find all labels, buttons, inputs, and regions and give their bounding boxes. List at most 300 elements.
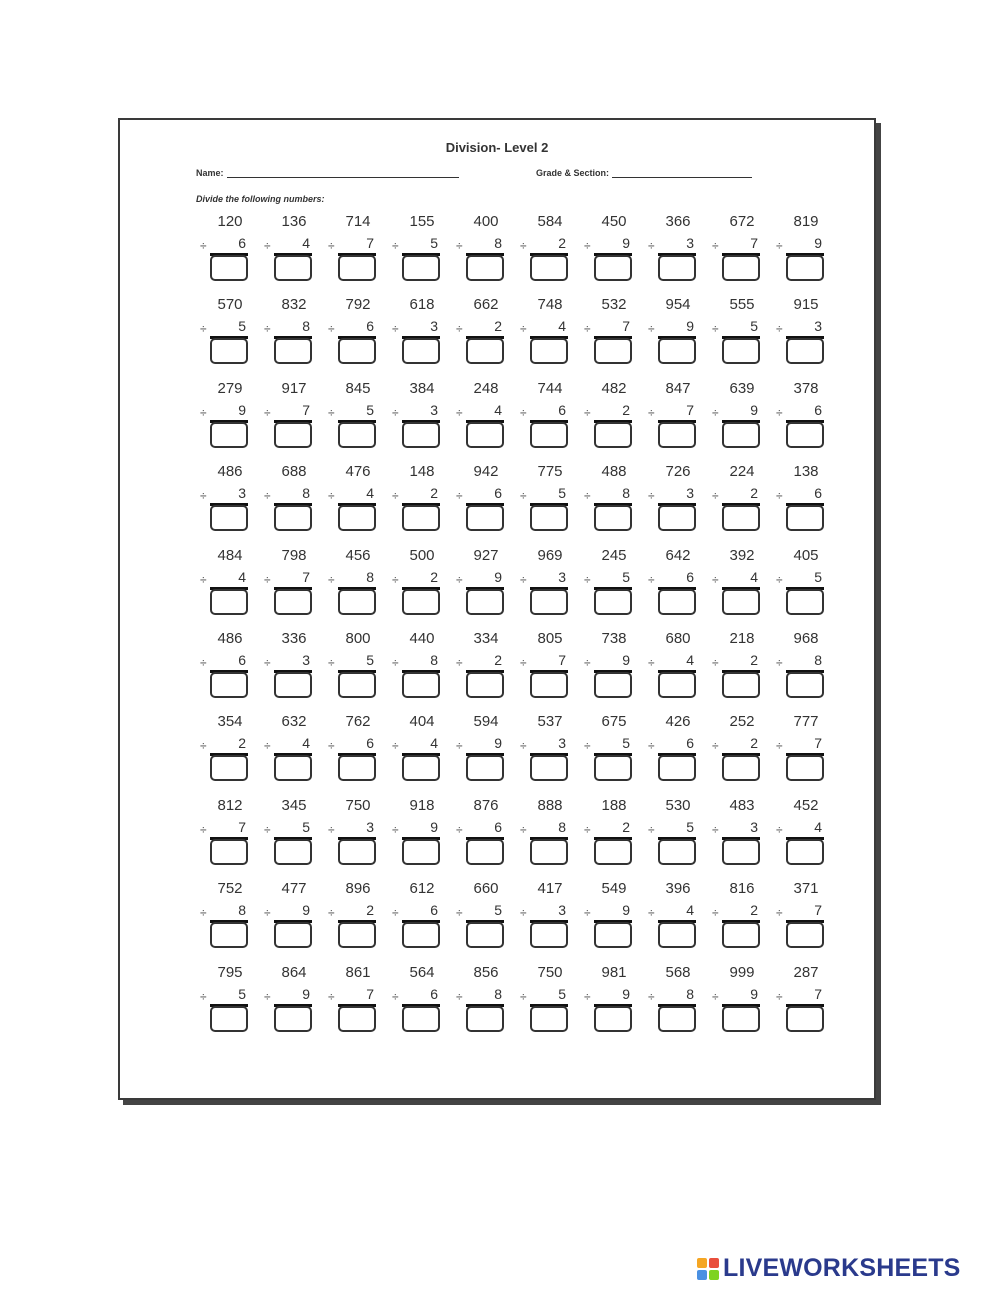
dividend: 426 bbox=[665, 713, 691, 731]
division-sign: ÷ bbox=[456, 989, 463, 1004]
division-problem bbox=[776, 296, 840, 379]
dividend: 762 bbox=[345, 713, 371, 731]
answer-box[interactable] bbox=[530, 839, 568, 865]
answer-box[interactable] bbox=[210, 839, 248, 865]
answer-box[interactable] bbox=[530, 338, 568, 364]
answer-box[interactable] bbox=[658, 1006, 696, 1032]
division-sign: ÷ bbox=[648, 489, 655, 504]
answer-box[interactable] bbox=[722, 755, 760, 781]
divisor: 9 bbox=[750, 401, 758, 418]
answer-box[interactable] bbox=[786, 922, 824, 948]
name-field bbox=[196, 168, 459, 178]
dividend: 618 bbox=[409, 296, 435, 314]
answer-box[interactable] bbox=[402, 505, 440, 531]
answer-box[interactable] bbox=[402, 839, 440, 865]
answer-box[interactable] bbox=[786, 1006, 824, 1032]
answer-box[interactable] bbox=[530, 672, 568, 698]
answer-box[interactable] bbox=[530, 505, 568, 531]
answer-box[interactable] bbox=[338, 505, 376, 531]
division-problem bbox=[776, 547, 840, 630]
divisor: 7 bbox=[302, 401, 310, 418]
dividend: 252 bbox=[729, 713, 755, 731]
answer-box[interactable] bbox=[658, 338, 696, 364]
divisor: 2 bbox=[622, 401, 630, 418]
answer-box[interactable] bbox=[786, 839, 824, 865]
answer-box[interactable] bbox=[594, 755, 632, 781]
dividend: 417 bbox=[537, 880, 563, 898]
division-sign: ÷ bbox=[264, 322, 271, 337]
division-problem bbox=[264, 296, 328, 379]
division-problem bbox=[648, 630, 712, 713]
dividend: 136 bbox=[281, 213, 307, 230]
division-sign: ÷ bbox=[264, 655, 271, 670]
answer-box[interactable] bbox=[594, 589, 632, 615]
dividend: 915 bbox=[793, 296, 819, 314]
division-problem bbox=[776, 797, 840, 880]
division-problem bbox=[584, 880, 648, 963]
dividend: 120 bbox=[217, 213, 243, 230]
dividend: 845 bbox=[345, 379, 371, 397]
divisor: 4 bbox=[366, 485, 374, 502]
answer-box[interactable] bbox=[466, 1006, 504, 1032]
answer-box[interactable] bbox=[530, 922, 568, 948]
divisor: 5 bbox=[366, 401, 374, 418]
division-sign: ÷ bbox=[200, 405, 207, 420]
dividend: 549 bbox=[601, 880, 627, 898]
dividend: 245 bbox=[601, 546, 627, 564]
answer-box[interactable] bbox=[338, 338, 376, 364]
dividend: 392 bbox=[729, 546, 755, 564]
dividend: 888 bbox=[537, 796, 563, 814]
answer-box[interactable] bbox=[402, 922, 440, 948]
division-sign: ÷ bbox=[264, 822, 271, 837]
division-sign: ÷ bbox=[328, 739, 335, 754]
division-problem bbox=[712, 296, 776, 379]
answer-box[interactable] bbox=[530, 255, 568, 281]
division-problem bbox=[712, 547, 776, 630]
division-problem bbox=[264, 630, 328, 713]
answer-box[interactable] bbox=[402, 589, 440, 615]
division-sign: ÷ bbox=[392, 822, 399, 837]
dividend: 660 bbox=[473, 880, 499, 898]
answer-box[interactable] bbox=[466, 422, 504, 448]
dividend: 334 bbox=[473, 629, 499, 647]
dividend: 354 bbox=[217, 713, 243, 731]
answer-box[interactable] bbox=[722, 589, 760, 615]
division-problem bbox=[584, 713, 648, 796]
answer-box[interactable] bbox=[274, 672, 312, 698]
divisor: 6 bbox=[366, 318, 374, 335]
answer-box[interactable] bbox=[722, 422, 760, 448]
divisor: 7 bbox=[302, 568, 310, 585]
problem-grid bbox=[200, 213, 840, 1047]
division-sign: ÷ bbox=[776, 572, 783, 587]
answer-box[interactable] bbox=[338, 589, 376, 615]
division-sign: ÷ bbox=[776, 906, 783, 921]
answer-box[interactable] bbox=[338, 672, 376, 698]
division-sign: ÷ bbox=[712, 906, 719, 921]
answer-box[interactable] bbox=[210, 1006, 248, 1032]
division-problem bbox=[264, 547, 328, 630]
answer-box[interactable] bbox=[466, 505, 504, 531]
answer-box[interactable] bbox=[722, 672, 760, 698]
division-sign: ÷ bbox=[264, 239, 271, 253]
answer-box[interactable] bbox=[530, 1006, 568, 1032]
division-problem bbox=[264, 880, 328, 963]
divisor: 5 bbox=[302, 818, 310, 835]
answer-box[interactable] bbox=[274, 422, 312, 448]
division-sign: ÷ bbox=[584, 405, 591, 420]
division-problem bbox=[392, 797, 456, 880]
answer-box[interactable] bbox=[594, 338, 632, 364]
answer-box[interactable] bbox=[466, 589, 504, 615]
divisor: 7 bbox=[366, 985, 374, 1002]
division-problem bbox=[200, 380, 264, 463]
answer-box[interactable] bbox=[210, 338, 248, 364]
answer-box[interactable] bbox=[786, 338, 824, 364]
divisor: 6 bbox=[430, 902, 438, 919]
divisor: 7 bbox=[814, 985, 822, 1002]
answer-box[interactable] bbox=[722, 922, 760, 948]
answer-box[interactable] bbox=[338, 422, 376, 448]
division-problem bbox=[200, 964, 264, 1047]
dividend: 750 bbox=[345, 796, 371, 814]
divisor: 2 bbox=[750, 485, 758, 502]
dividend: 861 bbox=[345, 963, 371, 981]
division-problem bbox=[328, 380, 392, 463]
answer-box[interactable] bbox=[722, 505, 760, 531]
division-sign: ÷ bbox=[712, 822, 719, 837]
dividend: 812 bbox=[217, 796, 243, 814]
division-sign: ÷ bbox=[456, 822, 463, 837]
logo-square bbox=[697, 1270, 707, 1280]
divisor: 5 bbox=[430, 235, 438, 251]
dividend: 584 bbox=[537, 213, 563, 230]
logo-square bbox=[709, 1258, 719, 1268]
answer-box[interactable] bbox=[722, 839, 760, 865]
answer-box[interactable] bbox=[594, 672, 632, 698]
division-problem bbox=[648, 296, 712, 379]
answer-box[interactable] bbox=[786, 255, 824, 281]
division-problem bbox=[328, 630, 392, 713]
dividend: 452 bbox=[793, 796, 819, 814]
division-sign: ÷ bbox=[520, 906, 527, 921]
division-problem bbox=[584, 797, 648, 880]
answer-box[interactable] bbox=[530, 755, 568, 781]
answer-box[interactable] bbox=[210, 922, 248, 948]
dividend: 404 bbox=[409, 713, 435, 731]
divisor: 2 bbox=[558, 235, 566, 251]
dividend: 224 bbox=[729, 463, 755, 481]
division-problem bbox=[776, 380, 840, 463]
liveworksheets-logo-icon bbox=[697, 1258, 719, 1280]
division-problem bbox=[392, 964, 456, 1047]
logo-square bbox=[697, 1258, 707, 1268]
dividend: 440 bbox=[409, 629, 435, 647]
answer-box[interactable] bbox=[338, 1006, 376, 1032]
dividend: 752 bbox=[217, 880, 243, 898]
dividend: 484 bbox=[217, 546, 243, 564]
division-sign: ÷ bbox=[392, 322, 399, 337]
divisor: 4 bbox=[238, 568, 246, 585]
division-sign: ÷ bbox=[776, 822, 783, 837]
answer-box[interactable] bbox=[594, 505, 632, 531]
division-problem bbox=[264, 964, 328, 1047]
division-problem bbox=[200, 630, 264, 713]
dividend: 336 bbox=[281, 629, 307, 647]
division-problem bbox=[456, 630, 520, 713]
answer-box[interactable] bbox=[402, 672, 440, 698]
divisor: 4 bbox=[302, 735, 310, 752]
divisor: 8 bbox=[302, 318, 310, 335]
answer-box[interactable] bbox=[722, 338, 760, 364]
answer-box[interactable] bbox=[530, 422, 568, 448]
division-sign: ÷ bbox=[584, 489, 591, 504]
dividend: 218 bbox=[729, 629, 755, 647]
answer-box[interactable] bbox=[274, 505, 312, 531]
division-sign: ÷ bbox=[584, 739, 591, 754]
answer-box[interactable] bbox=[210, 422, 248, 448]
divisor: 9 bbox=[622, 235, 630, 251]
answer-box[interactable] bbox=[338, 922, 376, 948]
answer-box[interactable] bbox=[274, 839, 312, 865]
name-blank bbox=[227, 168, 459, 178]
division-problem bbox=[456, 547, 520, 630]
divisor: 2 bbox=[622, 818, 630, 835]
division-sign: ÷ bbox=[648, 989, 655, 1004]
dividend: 400 bbox=[473, 213, 499, 230]
answer-box[interactable] bbox=[402, 422, 440, 448]
divisor: 3 bbox=[558, 735, 566, 752]
divisor: 5 bbox=[366, 651, 374, 668]
division-problem bbox=[392, 213, 456, 296]
dividend: 378 bbox=[793, 379, 819, 397]
divisor: 8 bbox=[238, 902, 246, 919]
answer-box[interactable] bbox=[722, 1006, 760, 1032]
dividend: 777 bbox=[793, 713, 819, 731]
divisor: 5 bbox=[750, 318, 758, 335]
dividend: 396 bbox=[665, 880, 691, 898]
dividend: 248 bbox=[473, 379, 499, 397]
divisor: 2 bbox=[238, 735, 246, 752]
division-problem bbox=[520, 630, 584, 713]
dividend: 188 bbox=[601, 796, 627, 814]
answer-box[interactable] bbox=[210, 255, 248, 281]
divisor: 4 bbox=[302, 235, 310, 251]
dividend: 775 bbox=[537, 463, 563, 481]
dividend: 148 bbox=[409, 463, 435, 481]
division-sign: ÷ bbox=[520, 239, 527, 253]
dividend: 918 bbox=[409, 796, 435, 814]
division-problem bbox=[712, 463, 776, 546]
divisor: 2 bbox=[494, 318, 502, 335]
divisor: 2 bbox=[750, 735, 758, 752]
name-label: Name: bbox=[196, 168, 224, 178]
divisor: 8 bbox=[302, 485, 310, 502]
divisor: 9 bbox=[622, 651, 630, 668]
divisor: 3 bbox=[558, 568, 566, 585]
answer-box[interactable] bbox=[594, 1006, 632, 1032]
answer-box[interactable] bbox=[274, 922, 312, 948]
divisor: 5 bbox=[558, 485, 566, 502]
answer-box[interactable] bbox=[402, 338, 440, 364]
division-sign: ÷ bbox=[200, 655, 207, 670]
division-problem bbox=[200, 296, 264, 379]
divisor: 9 bbox=[814, 235, 822, 251]
dividend: 832 bbox=[281, 296, 307, 314]
divisor: 8 bbox=[558, 818, 566, 835]
dividend: 500 bbox=[409, 546, 435, 564]
answer-box[interactable] bbox=[658, 922, 696, 948]
answer-box[interactable] bbox=[658, 839, 696, 865]
division-problem bbox=[328, 296, 392, 379]
answer-box[interactable] bbox=[786, 755, 824, 781]
divisor: 5 bbox=[558, 985, 566, 1002]
divisor: 4 bbox=[430, 735, 438, 752]
division-sign: ÷ bbox=[520, 322, 527, 337]
answer-box[interactable] bbox=[466, 839, 504, 865]
answer-box[interactable] bbox=[786, 422, 824, 448]
division-problem bbox=[200, 713, 264, 796]
answer-box[interactable] bbox=[594, 839, 632, 865]
division-sign: ÷ bbox=[520, 655, 527, 670]
divisor: 6 bbox=[686, 568, 694, 585]
divisor: 5 bbox=[622, 568, 630, 585]
answer-box[interactable] bbox=[210, 505, 248, 531]
division-sign: ÷ bbox=[264, 572, 271, 587]
division-problem bbox=[328, 213, 392, 296]
division-problem bbox=[520, 880, 584, 963]
answer-box[interactable] bbox=[210, 589, 248, 615]
division-sign: ÷ bbox=[264, 739, 271, 754]
dividend: 642 bbox=[665, 546, 691, 564]
division-problem bbox=[456, 463, 520, 546]
dividend: 662 bbox=[473, 296, 499, 314]
divisor: 7 bbox=[750, 235, 758, 251]
answer-box[interactable] bbox=[530, 589, 568, 615]
answer-box[interactable] bbox=[786, 589, 824, 615]
divisor: 8 bbox=[814, 651, 822, 668]
division-sign: ÷ bbox=[200, 822, 207, 837]
answer-box[interactable] bbox=[466, 922, 504, 948]
divisor: 6 bbox=[686, 735, 694, 752]
division-problem bbox=[712, 713, 776, 796]
answer-box[interactable] bbox=[274, 338, 312, 364]
dividend: 486 bbox=[217, 629, 243, 647]
division-problem bbox=[264, 380, 328, 463]
answer-box[interactable] bbox=[658, 672, 696, 698]
answer-box[interactable] bbox=[402, 255, 440, 281]
answer-box[interactable] bbox=[786, 672, 824, 698]
divisor: 4 bbox=[558, 318, 566, 335]
dividend: 366 bbox=[665, 213, 691, 230]
divisor: 3 bbox=[686, 485, 694, 502]
division-sign: ÷ bbox=[456, 906, 463, 921]
answer-box[interactable] bbox=[466, 755, 504, 781]
answer-box[interactable] bbox=[594, 922, 632, 948]
division-sign: ÷ bbox=[712, 322, 719, 337]
division-sign: ÷ bbox=[456, 239, 463, 253]
divisor: 3 bbox=[366, 818, 374, 835]
dividend: 917 bbox=[281, 379, 307, 397]
divisor: 6 bbox=[814, 485, 822, 502]
answer-box[interactable] bbox=[338, 255, 376, 281]
dividend: 345 bbox=[281, 796, 307, 814]
division-sign: ÷ bbox=[584, 822, 591, 837]
division-problem bbox=[712, 380, 776, 463]
dividend: 744 bbox=[537, 379, 563, 397]
divisor: 9 bbox=[238, 401, 246, 418]
divisor: 5 bbox=[238, 318, 246, 335]
answer-box[interactable] bbox=[594, 255, 632, 281]
answer-box[interactable] bbox=[338, 839, 376, 865]
division-sign: ÷ bbox=[456, 322, 463, 337]
divisor: 3 bbox=[814, 318, 822, 335]
answer-box[interactable] bbox=[722, 255, 760, 281]
division-sign: ÷ bbox=[328, 489, 335, 504]
answer-box[interactable] bbox=[658, 589, 696, 615]
division-problem bbox=[456, 880, 520, 963]
division-problem bbox=[712, 213, 776, 296]
answer-box[interactable] bbox=[658, 755, 696, 781]
answer-box[interactable] bbox=[210, 755, 248, 781]
division-sign: ÷ bbox=[456, 655, 463, 670]
division-problem bbox=[392, 463, 456, 546]
answer-box[interactable] bbox=[786, 505, 824, 531]
divisor: 6 bbox=[430, 985, 438, 1002]
division-sign: ÷ bbox=[456, 405, 463, 420]
division-problem bbox=[584, 630, 648, 713]
answer-box[interactable] bbox=[466, 255, 504, 281]
answer-box[interactable] bbox=[274, 755, 312, 781]
divisor: 9 bbox=[302, 985, 310, 1002]
division-problem bbox=[200, 547, 264, 630]
division-sign: ÷ bbox=[648, 405, 655, 420]
division-problem bbox=[584, 547, 648, 630]
dividend: 456 bbox=[345, 546, 371, 564]
dividend: 532 bbox=[601, 296, 627, 314]
division-sign: ÷ bbox=[200, 989, 207, 1004]
answer-box[interactable] bbox=[466, 672, 504, 698]
division-sign: ÷ bbox=[776, 489, 783, 504]
division-sign: ÷ bbox=[264, 906, 271, 921]
division-sign: ÷ bbox=[200, 572, 207, 587]
answer-box[interactable] bbox=[274, 1006, 312, 1032]
dividend: 594 bbox=[473, 713, 499, 731]
answer-box[interactable] bbox=[658, 422, 696, 448]
divisor: 2 bbox=[494, 651, 502, 668]
answer-box[interactable] bbox=[274, 255, 312, 281]
answer-box[interactable] bbox=[338, 755, 376, 781]
answer-box[interactable] bbox=[658, 255, 696, 281]
answer-box[interactable] bbox=[210, 672, 248, 698]
answer-box[interactable] bbox=[274, 589, 312, 615]
answer-box[interactable] bbox=[658, 505, 696, 531]
dividend: 672 bbox=[729, 213, 755, 230]
answer-box[interactable] bbox=[402, 755, 440, 781]
division-sign: ÷ bbox=[648, 906, 655, 921]
divisor: 9 bbox=[750, 985, 758, 1002]
division-problem bbox=[456, 964, 520, 1047]
answer-box[interactable] bbox=[402, 1006, 440, 1032]
dividend: 482 bbox=[601, 379, 627, 397]
division-sign: ÷ bbox=[584, 322, 591, 337]
answer-box[interactable] bbox=[466, 338, 504, 364]
dividend: 896 bbox=[345, 880, 371, 898]
division-problem bbox=[648, 797, 712, 880]
dividend: 287 bbox=[793, 963, 819, 981]
answer-box[interactable] bbox=[594, 422, 632, 448]
